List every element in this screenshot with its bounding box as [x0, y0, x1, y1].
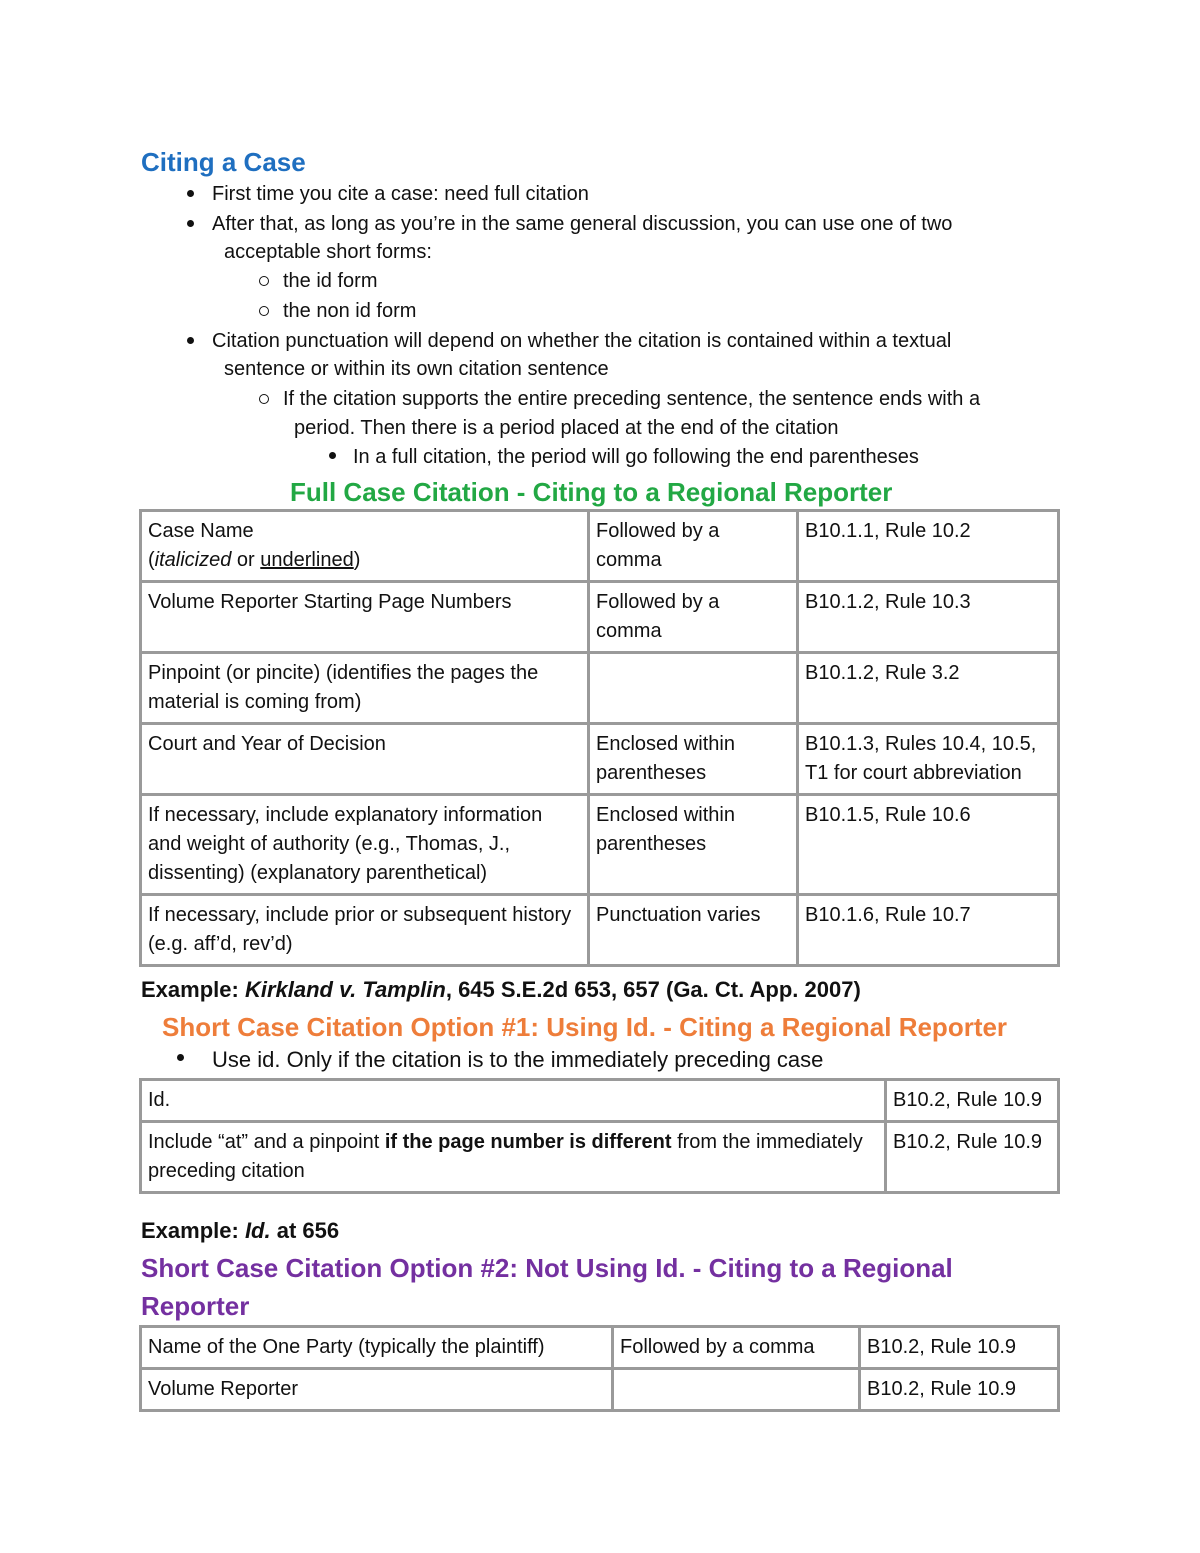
table-row	[141, 653, 1059, 724]
table-cell: B10.2, Rule 10.9	[860, 1369, 1059, 1411]
table-row	[141, 724, 1059, 795]
table-cell: Enclosed within parentheses	[589, 724, 798, 795]
list-item: the id form	[283, 270, 378, 292]
bullet-icon	[329, 452, 336, 459]
table-cell: Followed by a comma	[589, 582, 798, 653]
short-option-2-table	[139, 1325, 1060, 1412]
cell-text: Include “at” and a pinpoint	[148, 1131, 385, 1153]
table-cell	[141, 1122, 886, 1193]
table-row	[141, 1080, 1059, 1122]
list-item-continuation: period. Then there is a period placed at the end of the citation	[294, 417, 839, 439]
table-cell: B10.1.5, Rule 10.6	[798, 795, 1059, 895]
table-cell: Followed by a comma	[613, 1327, 860, 1369]
case-name-label: Case Name	[148, 520, 254, 542]
table-row	[141, 1327, 1059, 1369]
full-citation-example	[141, 975, 861, 1005]
example-label: Example:	[141, 1218, 245, 1243]
table-cell: Id.	[141, 1080, 886, 1122]
table-cell: Enclosed within parentheses	[589, 795, 798, 895]
table-row	[141, 1122, 1059, 1193]
table-cell: Followed by a comma	[589, 511, 798, 582]
bullet-icon	[187, 190, 194, 197]
section-title-short-option-1: Short Case Citation Option #1: Using Id. - Citing a Regional Reporter	[162, 1012, 1008, 1042]
table-cell: B10.1.2, Rule 3.2	[798, 653, 1059, 724]
table-cell	[589, 653, 798, 724]
table-cell: Punctuation varies	[589, 895, 798, 966]
hollow-bullet-icon	[259, 394, 269, 404]
section-title-short-option-2-continued: Reporter	[141, 1291, 250, 1321]
table-cell: Volume Reporter Starting Page Numbers	[141, 582, 589, 653]
section-title-citing-a-case: Citing a Case	[141, 147, 306, 177]
example-citation: at 656	[270, 1218, 340, 1243]
bullet-icon	[187, 337, 194, 344]
list-item: In a full citation, the period will go following the end parentheses	[353, 446, 919, 468]
table-cell: Volume Reporter	[141, 1369, 613, 1411]
table-row	[141, 795, 1059, 895]
bullet-icon	[177, 1054, 184, 1061]
example-id: Id.	[244, 1218, 271, 1243]
table-cell: B10.1.2, Rule 10.3	[798, 582, 1059, 653]
case-name-note: (	[148, 549, 155, 571]
table-cell: B10.2, Rule 10.9	[886, 1122, 1059, 1193]
table-cell: Pinpoint (or pincite) (identifies the pages the material is coming from)	[141, 653, 589, 724]
table-cell	[613, 1369, 860, 1411]
case-name-note: or	[231, 549, 261, 571]
list-item-continuation: sentence or within its own citation sentence	[224, 358, 609, 380]
section-title-short-option-2: Short Case Citation Option #2: Not Using Id. - Citing to a Regional	[141, 1253, 953, 1283]
table-cell: B10.2, Rule 10.9	[886, 1080, 1059, 1122]
hollow-bullet-icon	[259, 276, 269, 286]
section-title-full-citation: Full Case Citation - Citing to a Regional Reporter	[290, 477, 893, 507]
table-cell: B10.1.1, Rule 10.2	[798, 511, 1059, 582]
example-case-name: Kirkland v. Tamplin	[244, 977, 446, 1002]
example-citation: , 645 S.E.2d 653, 657 (Ga. Ct. App. 2007)	[445, 977, 861, 1002]
table-cell: B10.1.6, Rule 10.7	[798, 895, 1059, 966]
example-label: Example:	[141, 977, 245, 1002]
case-name-underlined: underlined	[260, 549, 354, 571]
table-cell: B10.2, Rule 10.9	[860, 1327, 1059, 1369]
list-item: First time you cite a case: need full citation	[212, 183, 589, 205]
table-row	[141, 1369, 1059, 1411]
table-cell: If necessary, include prior or subsequent history (e.g. aff’d, rev’d)	[141, 895, 589, 966]
list-item: After that, as long as you’re in the same general discussion, you can use one of two	[212, 213, 953, 235]
cell-text-bold: if the page number is different	[384, 1131, 672, 1153]
table-cell: B10.1.3, Rules 10.4, 10.5, T1 for court abbreviation	[798, 724, 1059, 795]
bullet-icon	[187, 220, 194, 227]
table-row	[141, 582, 1059, 653]
case-name-italic: italicized	[154, 549, 232, 571]
table-cell: If necessary, include explanatory information and weight of authority (e.g., Thomas, J., dissenting) (explanatory parenthetical)	[141, 795, 589, 895]
table-cell	[141, 511, 589, 582]
hollow-bullet-icon	[259, 306, 269, 316]
table-cell: Court and Year of Decision	[141, 724, 589, 795]
table-row	[141, 511, 1059, 582]
table-row	[141, 895, 1059, 966]
list-item: Use id. Only if the citation is to the immediately preceding case	[212, 1047, 824, 1072]
list-item: Citation punctuation will depend on whether the citation is contained within a textual	[212, 330, 952, 352]
cell-text: from the immediately preceding citation	[148, 1131, 863, 1182]
short-option-1-example	[141, 1216, 339, 1246]
table-cell: Name of the One Party (typically the plaintiff)	[141, 1327, 613, 1369]
list-item-continuation: acceptable short forms:	[224, 241, 432, 263]
case-name-note: )	[353, 549, 361, 571]
list-item: If the citation supports the entire preceding sentence, the sentence ends with a	[283, 388, 981, 410]
short-option-1-table	[139, 1078, 1060, 1194]
full-citation-table	[139, 509, 1060, 967]
list-item: the non id form	[283, 300, 417, 322]
